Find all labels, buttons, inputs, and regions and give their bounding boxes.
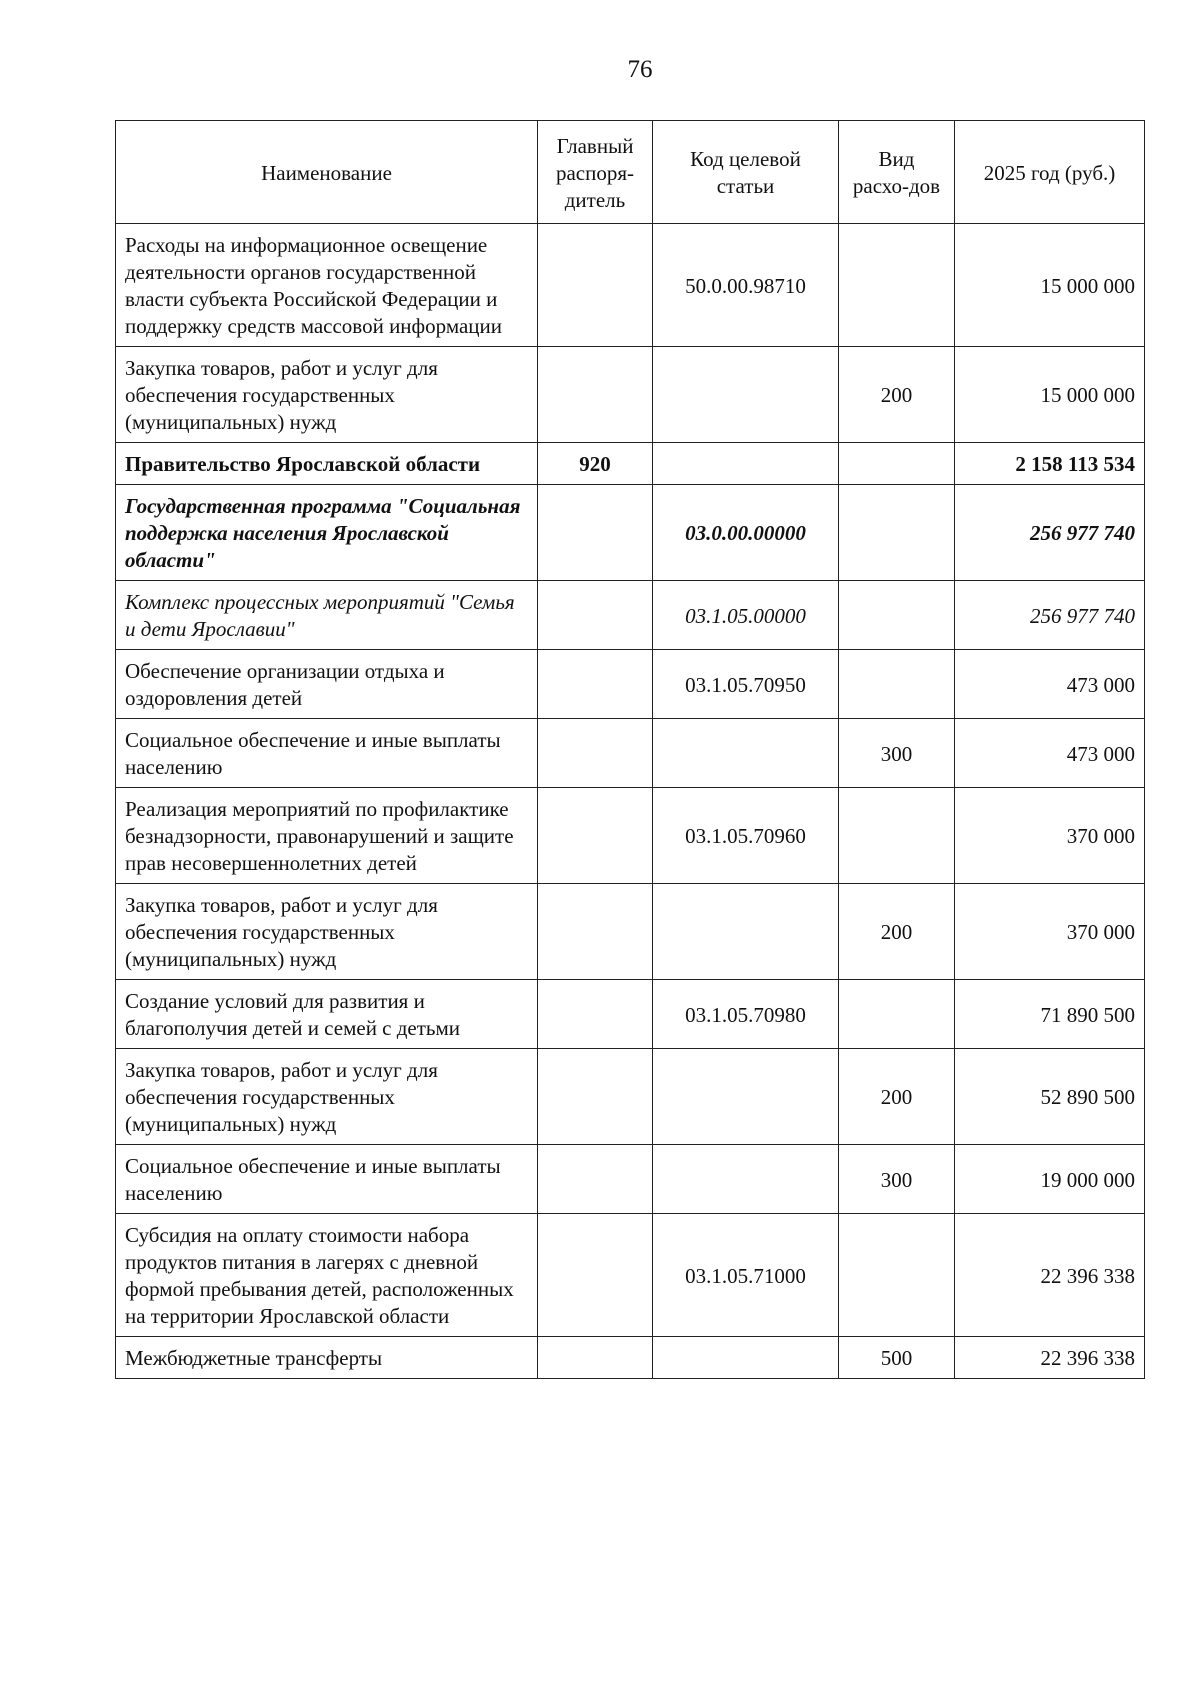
row-name-cell: Создание условий для развития и благополучия детей и семей с детьми <box>116 980 538 1049</box>
row-code-cell: 03.0.00.00000 <box>653 485 839 581</box>
row-sum-cell: 71 890 500 <box>955 980 1145 1049</box>
row-glavny-cell <box>538 347 653 443</box>
table-row <box>116 884 1145 980</box>
row-name-cell: Социальное обеспечение и иные выплаты населению <box>116 719 538 788</box>
table-row <box>116 788 1145 884</box>
table-body <box>116 224 1145 1379</box>
row-vid-cell: 200 <box>839 884 955 980</box>
row-code-cell <box>653 347 839 443</box>
row-name-cell: Обеспечение организации отдыха и оздоровления детей <box>116 650 538 719</box>
row-glavny-cell <box>538 650 653 719</box>
row-vid-cell: 200 <box>839 347 955 443</box>
row-name-cell: Субсидия на оплату стоимости набора продуктов питания в лагерях с дневной формой пребывания детей, расположенных на территории Ярославской области <box>116 1214 538 1337</box>
table-row <box>116 581 1145 650</box>
table-row <box>116 1214 1145 1337</box>
row-vid-cell <box>839 788 955 884</box>
row-vid-cell: 200 <box>839 1049 955 1145</box>
row-vid-cell: 500 <box>839 1337 955 1379</box>
row-name-cell: Закупка товаров, работ и услуг для обеспечения государственных (муниципальных) нужд <box>116 1049 538 1145</box>
row-sum-cell: 370 000 <box>955 788 1145 884</box>
row-vid-cell <box>839 443 955 485</box>
row-code-cell <box>653 719 839 788</box>
table-row <box>116 719 1145 788</box>
row-code-cell: 03.1.05.70960 <box>653 788 839 884</box>
row-sum-cell: 473 000 <box>955 650 1145 719</box>
row-vid-cell <box>839 1214 955 1337</box>
row-glavny-cell <box>538 1049 653 1145</box>
row-vid-cell: 300 <box>839 719 955 788</box>
table-row <box>116 1049 1145 1145</box>
row-code-cell <box>653 884 839 980</box>
row-vid-cell <box>839 224 955 347</box>
table-row <box>116 224 1145 347</box>
row-name-cell: Расходы на информационное освещение деятельности органов государственной власти субъекта Российской Федерации и поддержку средств массовой информации <box>116 224 538 347</box>
row-code-cell <box>653 443 839 485</box>
row-name-cell: Закупка товаров, работ и услуг для обеспечения государственных (муниципальных) нужд <box>116 347 538 443</box>
table-row <box>116 347 1145 443</box>
row-glavny-cell <box>538 485 653 581</box>
row-sum-cell: 15 000 000 <box>955 347 1145 443</box>
row-vid-cell: 300 <box>839 1145 955 1214</box>
table-row <box>116 650 1145 719</box>
row-name-cell: Социальное обеспечение и иные выплаты населению <box>116 1145 538 1214</box>
row-vid-cell <box>839 650 955 719</box>
row-sum-cell: 52 890 500 <box>955 1049 1145 1145</box>
header-name: Наименование <box>116 121 538 224</box>
row-glavny-cell <box>538 224 653 347</box>
row-glavny-cell <box>538 581 653 650</box>
row-sum-cell: 22 396 338 <box>955 1214 1145 1337</box>
row-sum-cell: 473 000 <box>955 719 1145 788</box>
row-vid-cell <box>839 485 955 581</box>
row-vid-cell <box>839 980 955 1049</box>
row-sum-cell: 22 396 338 <box>955 1337 1145 1379</box>
budget-table <box>115 120 1145 1379</box>
row-code-cell <box>653 1337 839 1379</box>
row-sum-cell: 2 158 113 534 <box>955 443 1145 485</box>
row-code-cell: 03.1.05.71000 <box>653 1214 839 1337</box>
row-glavny-cell <box>538 980 653 1049</box>
row-name-cell: Межбюджетные трансферты <box>116 1337 538 1379</box>
header-code: Код целевой статьи <box>653 121 839 224</box>
table-row <box>116 1145 1145 1214</box>
row-sum-cell: 256 977 740 <box>955 485 1145 581</box>
row-name-cell: Реализация мероприятий по профилактике безнадзорности, правонарушений и защите прав несовершеннолетних детей <box>116 788 538 884</box>
row-glavny-cell: 920 <box>538 443 653 485</box>
table-row <box>116 485 1145 581</box>
page-number: 76 <box>627 56 653 83</box>
row-glavny-cell <box>538 719 653 788</box>
row-sum-cell: 19 000 000 <box>955 1145 1145 1214</box>
row-glavny-cell <box>538 1214 653 1337</box>
row-sum-cell: 256 977 740 <box>955 581 1145 650</box>
row-name-cell: Закупка товаров, работ и услуг для обеспечения государственных (муниципальных) нужд <box>116 884 538 980</box>
table-row <box>116 980 1145 1049</box>
row-glavny-cell <box>538 788 653 884</box>
row-code-cell <box>653 1145 839 1214</box>
row-code-cell: 50.0.00.98710 <box>653 224 839 347</box>
row-sum-cell: 15 000 000 <box>955 224 1145 347</box>
row-code-cell: 03.1.05.70980 <box>653 980 839 1049</box>
row-glavny-cell <box>538 884 653 980</box>
header-glavny: Главный распоря-дитель <box>538 121 653 224</box>
row-name-cell: Правительство Ярославской области <box>116 443 538 485</box>
table-row <box>116 443 1145 485</box>
table-header-row <box>116 121 1145 224</box>
row-code-cell: 03.1.05.70950 <box>653 650 839 719</box>
row-vid-cell <box>839 581 955 650</box>
row-name-cell: Государственная программа "Социальная поддержка населения Ярославской области" <box>116 485 538 581</box>
header-sum: 2025 год (руб.) <box>955 121 1145 224</box>
row-sum-cell: 370 000 <box>955 884 1145 980</box>
row-name-cell: Комплекс процессных мероприятий "Семья и дети Ярославии" <box>116 581 538 650</box>
row-code-cell <box>653 1049 839 1145</box>
row-code-cell: 03.1.05.00000 <box>653 581 839 650</box>
row-glavny-cell <box>538 1337 653 1379</box>
table-row <box>116 1337 1145 1379</box>
row-glavny-cell <box>538 1145 653 1214</box>
header-vid: Вид расхо-дов <box>839 121 955 224</box>
